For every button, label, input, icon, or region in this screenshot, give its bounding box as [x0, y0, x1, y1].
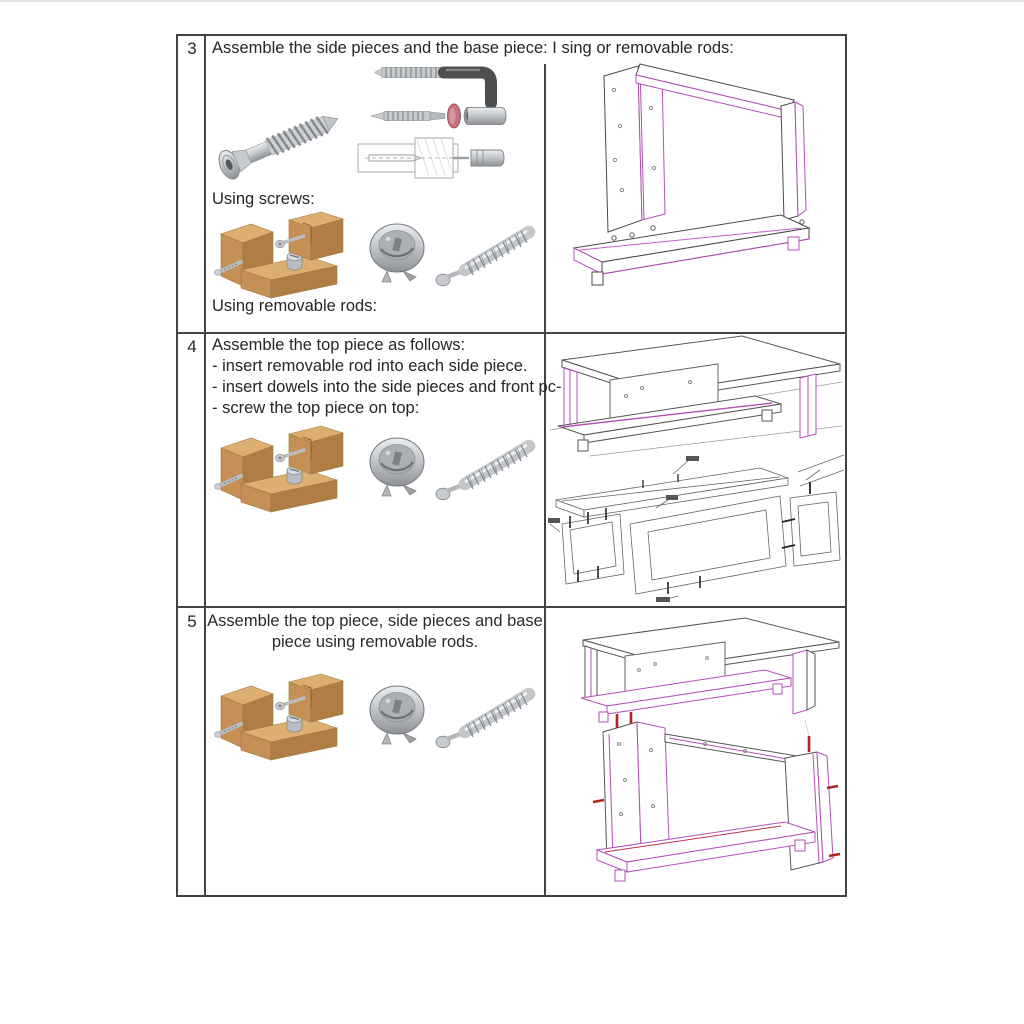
connector-hardware-image — [355, 56, 535, 182]
table-border-left — [176, 34, 178, 897]
table-border-top — [176, 34, 847, 36]
step4-bullet-1: - insert removable rod into each side piece. — [212, 357, 528, 375]
exploded-view-drawing — [548, 455, 844, 602]
step3-label-screws: Using screws: — [212, 190, 315, 208]
table-divider-illustration-col — [544, 64, 546, 897]
step4-title: Assemble the top piece as follows: — [212, 336, 466, 354]
step5-title-line1: Assemble the top piece, side pieces and base — [207, 612, 543, 630]
dowel-blocks-image — [215, 212, 343, 298]
bolt-cross-section-diagram-icon — [358, 138, 504, 178]
hardware-set-row5 — [207, 672, 539, 764]
screw-large-image — [208, 96, 348, 188]
table-divider-row4-row5 — [176, 606, 847, 608]
table-divider-number-col — [204, 34, 206, 897]
step5-title-line2: piece using removable rods. — [271, 633, 479, 651]
step3-label-rods: Using removable rods: — [212, 297, 378, 315]
frame-with-rods-drawing — [597, 722, 833, 881]
bench-drawing — [558, 336, 840, 451]
step4-bullet-2: - insert dowels into the side pieces and front pc- — [212, 378, 562, 396]
step3-illustration — [556, 48, 836, 298]
step4-exploded-illustration — [548, 452, 844, 602]
step5-title — [206, 611, 544, 653]
cam-lock-image — [370, 224, 424, 282]
hardware-set-row3 — [207, 210, 539, 302]
hanger-bolt-with-hex-key-icon — [375, 67, 491, 103]
shelf-unit-drawing — [581, 618, 839, 722]
step5-frame-illustration — [585, 710, 851, 894]
table-border-bottom — [176, 895, 847, 897]
screw-icon — [215, 105, 344, 182]
threaded-rod-image — [436, 231, 529, 286]
hardware-set-row4 — [207, 424, 539, 516]
step4-assembled-illustration — [550, 330, 842, 460]
screw-with-washer-and-barrel-nut-icon — [371, 104, 506, 128]
side-frame-drawing — [604, 64, 806, 240]
step-number-3: 3 — [187, 39, 197, 58]
step3-title: Assemble the side pieces and the base piece: I sing or removable rods: — [212, 39, 734, 57]
step-number-4: 4 — [187, 337, 197, 356]
step4-bullet-3: - screw the top piece on top: — [212, 399, 420, 417]
step-number-5: 5 — [187, 612, 197, 631]
page-top-rule — [0, 0, 1024, 2]
